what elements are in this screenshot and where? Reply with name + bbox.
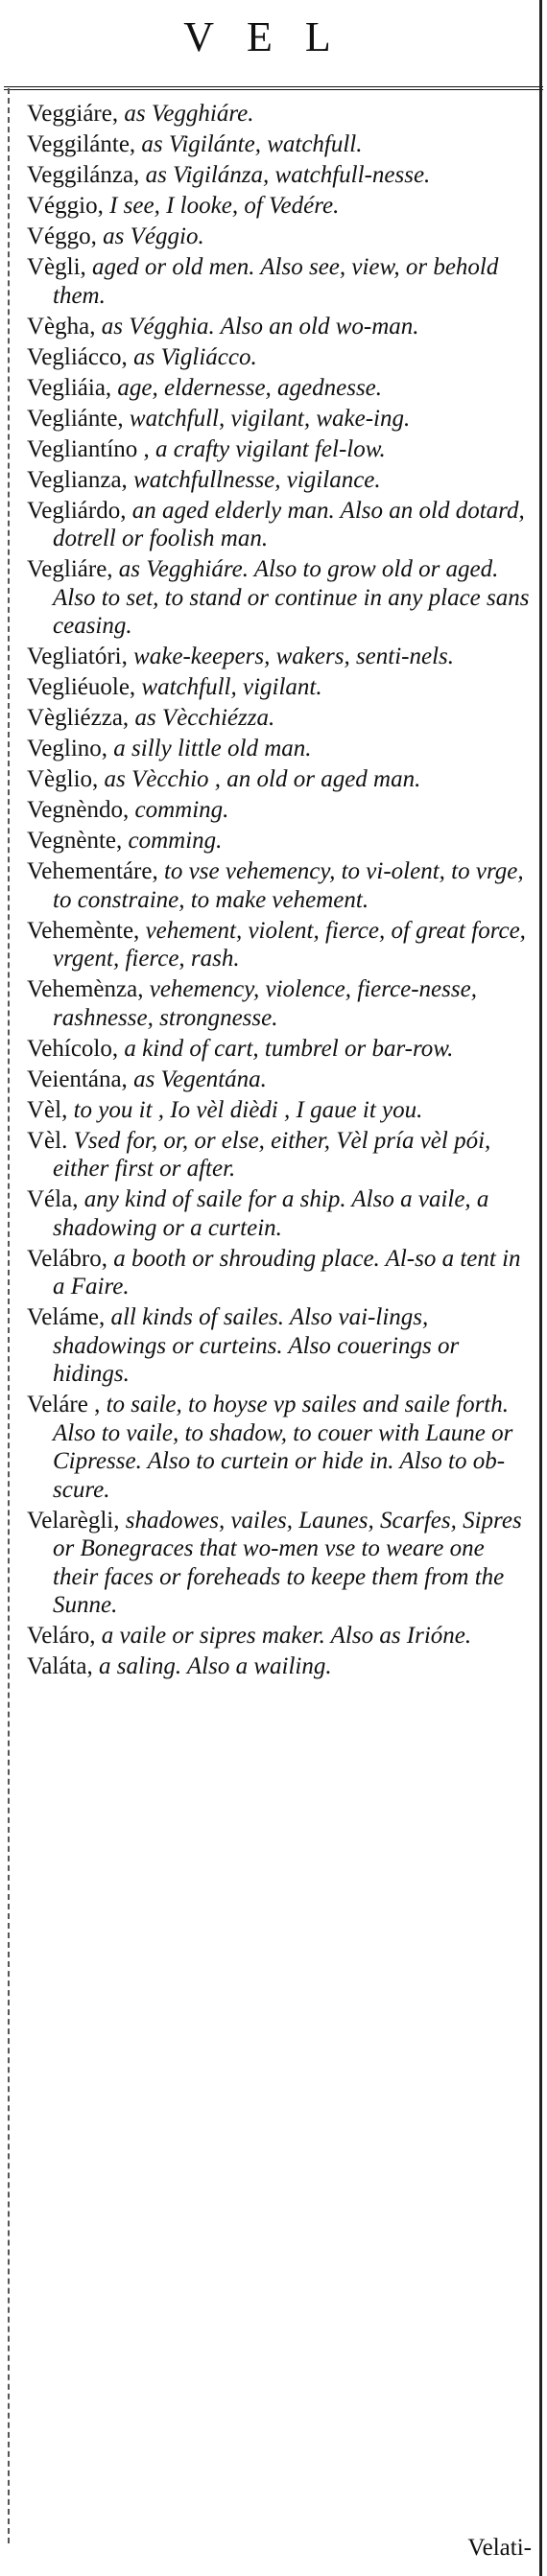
definition: shadowes, vailes, Launes, Scarfes, Sipres or Bonegraces that wo-men vse to weare one their faces or foreheads to keepe them from the Sunne. [53, 1507, 522, 1618]
dictionary-entry [27, 1391, 534, 1504]
headword: Vegliánte, [27, 405, 124, 432]
dictionary-entry [27, 435, 534, 464]
right-column-rule [539, 0, 542, 2576]
definition: as Vegghiáre. [118, 101, 254, 127]
dictionary-entry [27, 130, 534, 159]
dictionary-entry [27, 917, 534, 973]
dictionary-entry [27, 1127, 534, 1183]
header-rule [4, 86, 543, 90]
dictionary-entry [27, 1096, 534, 1125]
definition: as Vegentána. [127, 1066, 267, 1092]
definition: as Vigilánte, watchfull. [135, 131, 363, 157]
dictionary-entry [27, 704, 534, 733]
dictionary-entry [27, 1303, 534, 1389]
headword: Vegliáia, [27, 374, 112, 401]
headword: Vègli, [27, 254, 86, 280]
headword: Vegnènte, [27, 828, 123, 854]
headword: Vehícolo, [27, 1035, 119, 1062]
definition: a saling. Also a wailing. [92, 1653, 332, 1679]
definition: a silly little old man. [107, 736, 312, 761]
definition: all kinds of sailes. Also vai-lings, shadowings or curteins. Also couerings or hidings. [53, 1304, 460, 1387]
definition: aged or old men. Also see, view, or behold them. [53, 254, 499, 309]
headword: Veláme, [27, 1304, 106, 1330]
definition: age, eldernesse, agednesse. [111, 374, 383, 401]
headword: Vegliatóri, [27, 644, 128, 669]
dictionary-entry [27, 466, 534, 495]
definition: an aged elderly man. Also an old dotard, dotrell or foolish man. [53, 497, 525, 551]
definition: a crafty vigilant fel-low. [149, 435, 386, 462]
headword: Veglino, [27, 736, 108, 761]
dictionary-entry [27, 161, 534, 190]
dictionary-entry [27, 1245, 534, 1301]
headword: Vehemènte, [27, 917, 140, 944]
headword: Véla, [27, 1186, 79, 1212]
definition: vehemency, violence, fierce-nesse, rashnesse, strongnesse. [53, 976, 477, 1031]
dictionary-entry [27, 497, 534, 553]
definition: as Vegghiáre. Also to grow old or aged. Also to set, to stand or continue in any place sans ceasing. [53, 556, 530, 639]
headword: Vegliárdo, [27, 497, 127, 524]
definition: as Végghia. Also an old wo-man. [95, 313, 419, 340]
definition: watchfull, vigilant. [135, 674, 322, 700]
headword: Velarègli, [27, 1507, 120, 1534]
dictionary-entry [27, 555, 534, 641]
headword: Véggio, [27, 193, 104, 219]
dictionary-entry [27, 827, 534, 855]
headword: Vehementáre, [27, 858, 158, 884]
dictionary-entry [27, 1185, 534, 1242]
headword: Vegnèndo, [27, 797, 130, 823]
headword: Vegliáre, [27, 556, 113, 582]
headword: Vehemènza, [27, 976, 144, 1002]
definition: as Vigilánza, watchfull-nesse. [139, 162, 431, 188]
definition: I see, I looke, of Vedére. [103, 193, 340, 219]
definition: Vsed for, or, or else, either, Vèl pría vèl pói, either first or after. [53, 1127, 491, 1182]
catchword: Velati- [467, 2535, 532, 2561]
headword: Veláro, [27, 1623, 96, 1649]
headword: Vèl. [27, 1127, 68, 1154]
definition: to you it , Io vèl dièdi , I gaue it you. [67, 1096, 423, 1123]
dictionary-entry [27, 673, 534, 702]
dictionary-entry [27, 975, 534, 1032]
dictionary-entry [27, 1035, 534, 1064]
definition: to saile, to hoyse vp sailes and saile forth. Also to vaile, to shadow, to couer with Laune or Cipresse. Also to curtein or hide in. Also to ob-scure. [53, 1392, 513, 1503]
definition: wake-keepers, wakers, senti-nels. [127, 644, 455, 669]
headword: Vegliéuole, [27, 674, 136, 700]
headword: Veláre , [27, 1392, 101, 1417]
dictionary-entry [27, 735, 534, 763]
dictionary-entry [27, 222, 534, 251]
headword: Vègha, [27, 313, 96, 340]
dictionary-entry [27, 643, 534, 671]
definition: as Vècchio , an old or aged man. [98, 766, 421, 792]
dictionary-entry [27, 1622, 534, 1651]
left-column-rule [8, 88, 10, 2543]
headword: Vèl, [27, 1096, 68, 1123]
headword: Véggo, [27, 223, 97, 249]
dictionary-entry [27, 796, 534, 825]
definition: comming. [122, 828, 223, 854]
dictionary-entry [27, 405, 534, 433]
headword: Vegliácco, [27, 343, 128, 370]
dictionary-entry [27, 1507, 534, 1620]
definition: vehement, violent, fierce, of great force, vrgent, fierce, rash. [53, 917, 526, 972]
headword: Veglianza, [27, 466, 128, 493]
headword: Veggiáre, [27, 101, 119, 127]
definition: as Vigliácco. [127, 343, 257, 370]
definition: watchfullnesse, vigilance. [127, 466, 381, 493]
headword: Valáta, [27, 1653, 93, 1679]
dictionary-entry [27, 374, 534, 403]
definition: comming. [129, 797, 229, 823]
definition: a booth or shrouding place. Al-so a tent in a Faire. [53, 1245, 521, 1300]
dictionary-entry [27, 857, 534, 914]
dictionary-entry [27, 313, 534, 341]
headword: Veggilánza, [27, 162, 140, 188]
dictionary-entry [27, 1652, 534, 1681]
headword: Velábro, [27, 1245, 107, 1272]
headword: Veggilánte, [27, 131, 136, 157]
dictionary-entry [27, 192, 534, 221]
dictionary-entry [27, 1066, 534, 1094]
definition: watchfull, vigilant, wake-ing. [123, 405, 411, 432]
headword: Vegliantíno , [27, 435, 150, 462]
definition: to vse vehemency, to vi-olent, to vrge, to constraine, to make vehement. [53, 858, 524, 913]
headword: Vègliézza, [27, 705, 130, 731]
definition: a vaile or sipres maker. Also as Irióne. [95, 1623, 472, 1649]
definition: as Vècchiézza. [129, 705, 275, 731]
headword: Vèglio, [27, 766, 99, 792]
dictionary-entry [27, 100, 534, 129]
page-title: VEL [183, 13, 364, 60]
definition: any kind of saile for a ship. Also a vaile, a shadowing or a curtein. [53, 1186, 489, 1241]
definition: as Véggio. [96, 223, 204, 249]
definition: a kind of cart, tumbrel or bar-row. [118, 1035, 454, 1062]
entry-list [27, 100, 534, 1683]
dictionary-entry [27, 253, 534, 310]
headword: Veientána, [27, 1066, 128, 1092]
dictionary-entry [27, 343, 534, 372]
dictionary-entry [27, 765, 534, 794]
